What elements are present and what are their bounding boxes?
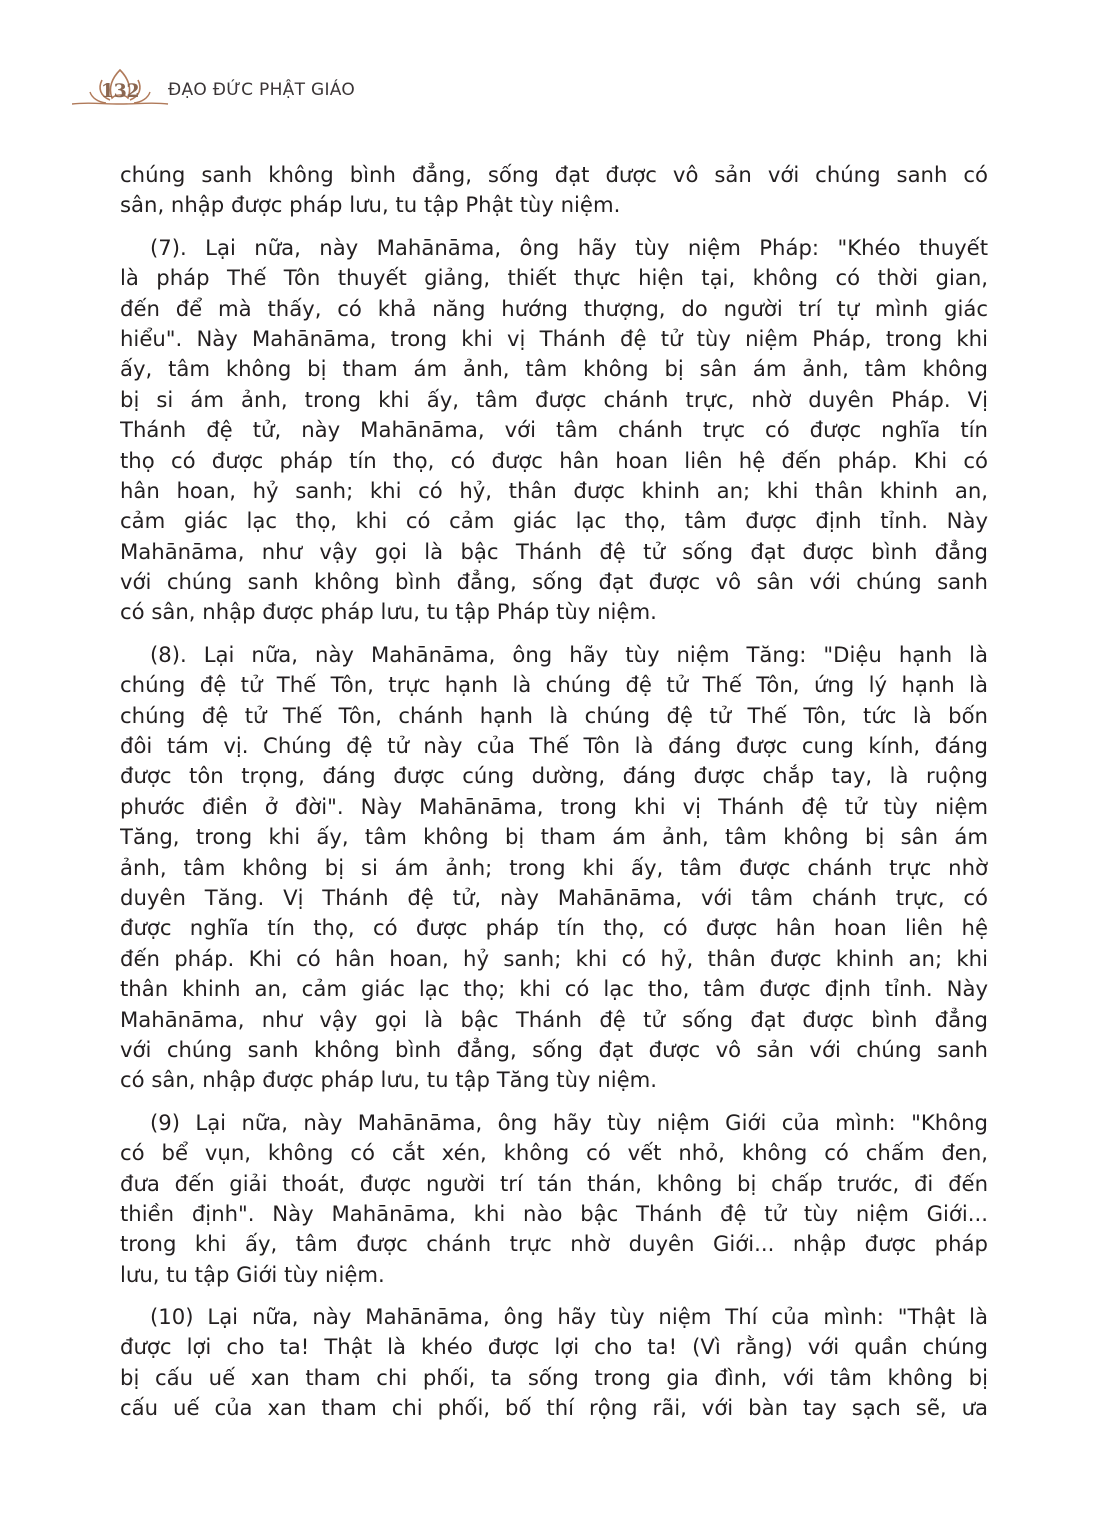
text-line: cấu uế của xan tham chi phối, bố thí rộng rãi, với bàn tay sạch sẽ, ưa — [120, 1395, 988, 1421]
text-line: Mahānāma, như vậy gọi là bậc Thánh đệ tử sống đạt được bình đẳng — [120, 1006, 988, 1032]
text-line: ảnh, tâm không bị si ám ảnh; trong khi ấy, tâm được chánh trực nhờ — [120, 854, 988, 880]
text-line: Tăng, trong khi ấy, tâm không bị tham ám ảnh, tâm không bị sân ám — [120, 824, 988, 850]
text-line: đến để mà thấy, có khả năng hướng thượng, do người trí tự mình giác — [120, 295, 988, 321]
text-line: được lợi cho ta! Thật là khéo được lợi cho ta! (Vì rằng) với quần chúng — [120, 1334, 988, 1360]
text-line: ấy, tâm không bị tham ám ảnh, tâm không bị sân ám ảnh, tâm không — [120, 356, 988, 382]
text-line: có sân, nhập được pháp lưu, tu tập Tăng tùy niệm. — [120, 1067, 657, 1093]
page-number: 132 — [100, 80, 140, 102]
text-line: có sân, nhập được pháp lưu, tu tập Pháp tùy niệm. — [120, 599, 657, 625]
text-line: hân hoan, hỷ sanh; khi có hỷ, thân được khinh an; khi thân khinh an, — [120, 477, 988, 503]
paragraph — [120, 1302, 988, 1424]
text-line: với chúng sanh không bình đẳng, sống đạt được vô sân với chúng sanh — [120, 569, 988, 595]
text-line: chúng sanh không bình đẳng, sống đạt được vô sản với chúng sanh có — [120, 162, 988, 187]
text-line: thiền định". Này Mahānāma, khi nào bậc Thánh đệ tử tùy niệm Giới... — [120, 1200, 988, 1226]
text-line: bị si ám ảnh, trong khi ấy, tâm được chánh trực, nhờ duyên Pháp. Vị — [120, 386, 988, 412]
text-line: chúng đệ tử Thế Tôn, chánh hạnh là chúng đệ tử Thế Tôn, tức là bốn — [120, 702, 988, 728]
running-title: ĐẠO ĐỨC PHẬT GIÁO — [168, 80, 356, 100]
text-line: đôi tám vị. Chúng đệ tử này của Thế Tôn là đáng được cung kính, đáng — [120, 733, 988, 759]
text-line: thọ có được pháp tín thọ, có được hân hoan liên hệ đến pháp. Khi có — [120, 447, 988, 473]
text-line: Thánh đệ tử, này Mahānāma, với tâm chánh trực có được nghĩa tín — [120, 417, 988, 443]
text-line: trong khi ấy, tâm được chánh trực nhờ duyên Giới... nhập được pháp — [120, 1231, 988, 1257]
page-header — [72, 66, 492, 112]
text-line: hiểu". Này Mahānāma, trong khi vị Thánh đệ tử tùy niệm Pháp, trong khi — [120, 325, 988, 351]
text-line: đến pháp. Khi có hân hoan, hỷ sanh; khi có hỷ, thân được khinh an; khi — [120, 945, 988, 971]
text-line: cảm giác lạc thọ, khi có cảm giác lạc thọ, tâm được định tỉnh. Này — [120, 508, 988, 534]
body-text — [120, 160, 988, 1436]
text-line: lưu, tu tập Giới tùy niệm. — [120, 1261, 385, 1287]
text-line: (10) Lại nữa, này Mahānāma, ông hãy tùy niệm Thí của mình: "Thật là — [150, 1304, 988, 1330]
text-line: với chúng sanh không bình đẳng, sống đạt được vô sản với chúng sanh — [120, 1036, 988, 1062]
text-line: bị cấu uế xan tham chi phối, ta sống trong gia đình, với tâm không bị — [120, 1364, 988, 1390]
text-line: (9) Lại nữa, này Mahānāma, ông hãy tùy niệm Giới của mình: "Không — [150, 1109, 988, 1135]
paragraph — [120, 640, 988, 1096]
text-line: chúng đệ tử Thế Tôn, trực hạnh là chúng đệ tử Thế Tôn, ứng lý hạnh là — [120, 672, 988, 698]
paragraph — [120, 1108, 988, 1290]
text-line: là pháp Thế Tôn thuyết giảng, thiết thực hiện tại, không có thời gian, — [120, 265, 988, 291]
text-line: thân khinh an, cảm giác lạc thọ; khi có lạc tho, tâm được định tỉnh. Này — [120, 976, 988, 1002]
text-line: được tôn trọng, đáng được cúng dường, đáng được chắp tay, là ruộng — [120, 763, 988, 789]
text-line: phước điền ở đời". Này Mahānāma, trong khi vị Thánh đệ tử tùy niệm — [120, 793, 988, 819]
paragraph — [120, 233, 988, 628]
text-line: đưa đến giải thoát, được người trí tán thán, không bị chấp trước, đi đến — [120, 1170, 988, 1196]
text-line: Mahānāma, như vậy gọi là bậc Thánh đệ tử sống đạt được bình đẳng — [120, 538, 988, 564]
paragraph — [120, 160, 988, 221]
text-line: duyên Tăng. Vị Thánh đệ tử, này Mahānāma, với tâm chánh trực, có — [120, 884, 988, 910]
text-line: (7). Lại nữa, này Mahānāma, ông hãy tùy niệm Pháp: "Khéo thuyết — [150, 234, 988, 260]
text-line: (8). Lại nữa, này Mahānāma, ông hãy tùy niệm Tăng: "Diệu hạnh là — [150, 641, 988, 667]
text-line: sân, nhập được pháp lưu, tu tập Phật tùy niệm. — [120, 192, 621, 218]
text-line: có bể vụn, không có cắt xén, không có vết nhỏ, không có chấm đen, — [120, 1140, 988, 1166]
text-line: được nghĩa tín thọ, có được pháp tín thọ, có được hân hoan liên hệ — [120, 915, 988, 941]
